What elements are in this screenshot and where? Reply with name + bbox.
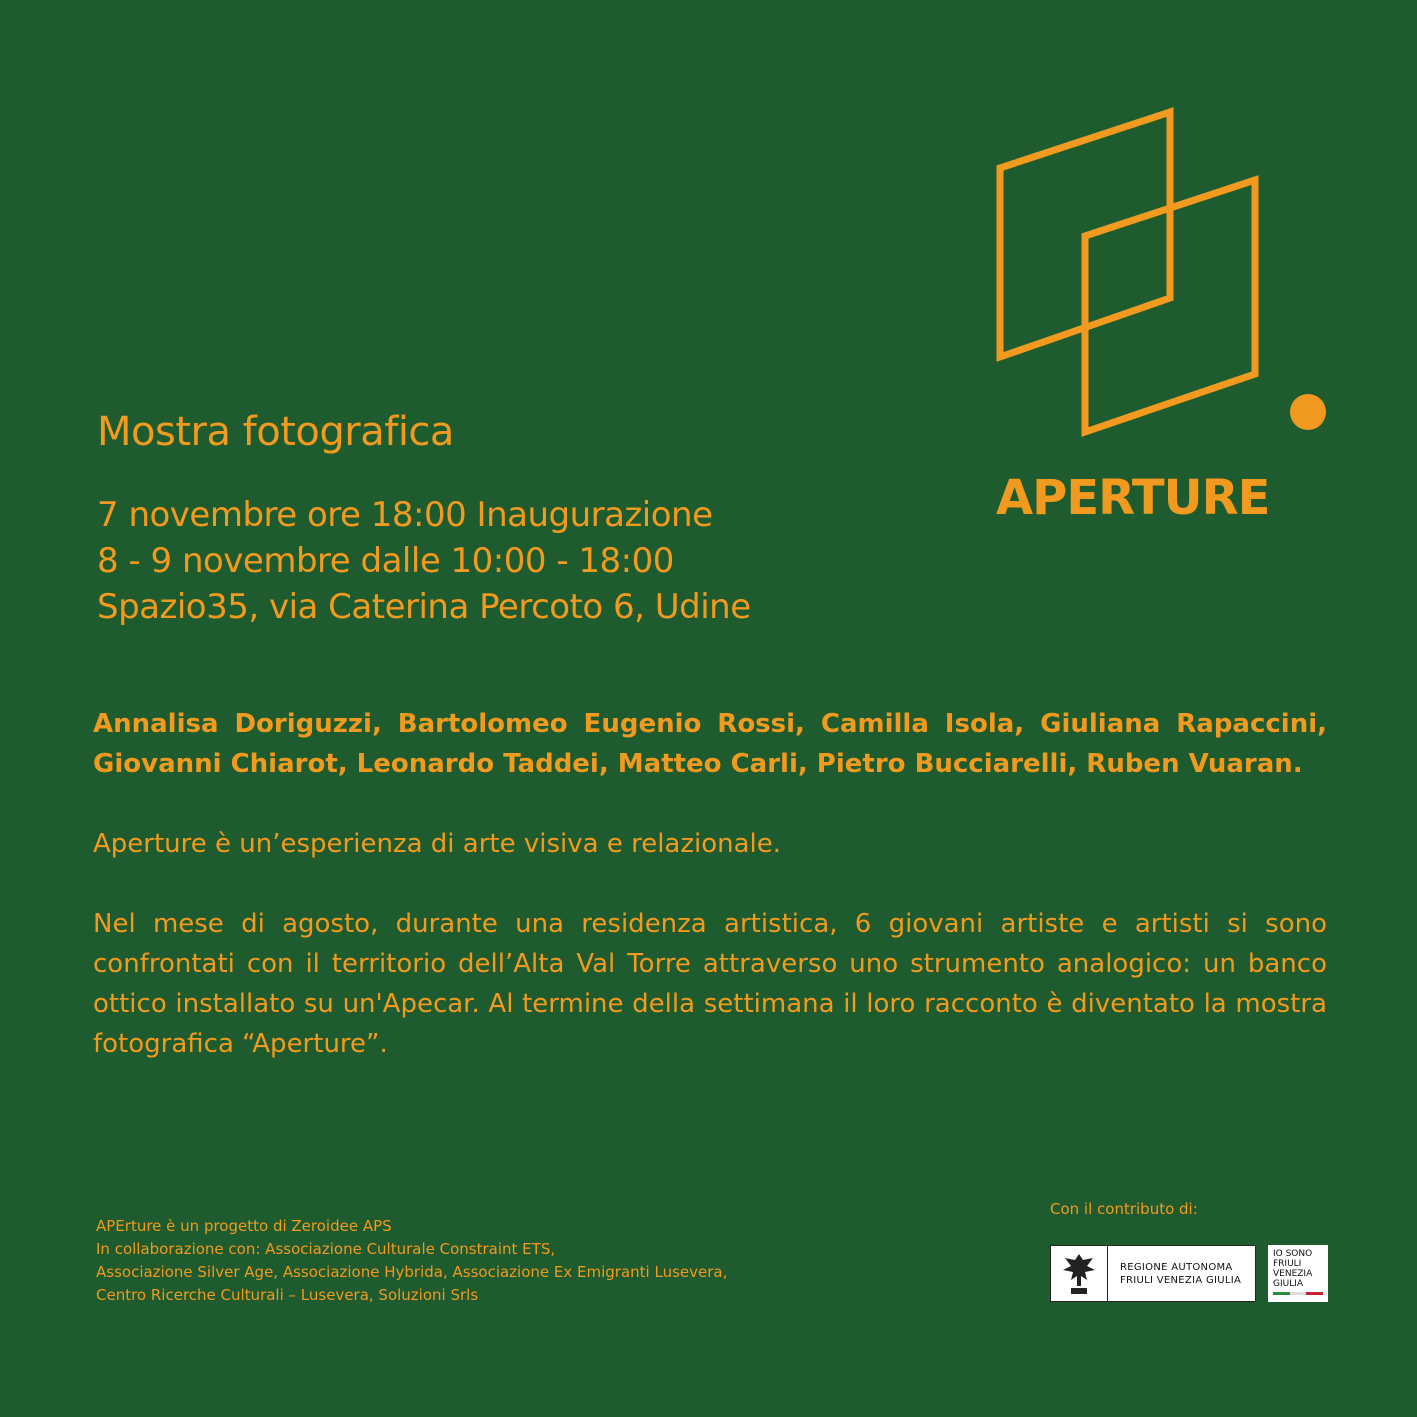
artists-list: Annalisa Doriguzzi, Bartolomeo Eugenio Rossi, Camilla Isola, Giuliana Rapaccini, Giovanni Chiarot, Leonardo Taddei, Matteo Carli, Pietro Bucciarelli, Ruben Vuaran. bbox=[93, 709, 1327, 779]
io-sono-line: IO SONO bbox=[1273, 1249, 1313, 1259]
eagle-emblem-icon bbox=[1051, 1246, 1108, 1301]
event-venue-line: Spazio35, via Caterina Percoto 6, Udine bbox=[97, 587, 751, 627]
event-info bbox=[97, 406, 967, 630]
aperture-squares-icon bbox=[990, 100, 1335, 445]
io-sono-line: GIULIA bbox=[1273, 1279, 1304, 1289]
event-title: Mostra fotografica bbox=[97, 409, 454, 455]
intro-paragraph: Aperture è un’esperienza di arte visiva e relazionale. bbox=[93, 829, 782, 859]
event-opening-line: 7 novembre ore 18:00 Inaugurazione bbox=[97, 495, 713, 535]
flag-white bbox=[1290, 1292, 1307, 1295]
credits-line: APErture è un progetto di Zeroidee APS bbox=[96, 1217, 392, 1235]
credits bbox=[96, 1215, 876, 1307]
region-logo-line2: FRIULI VENEZIA GIULIA bbox=[1120, 1274, 1242, 1286]
contribution-label: Con il contributo di: bbox=[1050, 1200, 1198, 1218]
io-sono-fvg-logo bbox=[1268, 1245, 1328, 1302]
event-dates-line: 8 - 9 novembre dalle 10:00 - 18:00 bbox=[97, 541, 674, 581]
flag-red bbox=[1306, 1292, 1323, 1295]
body-text bbox=[93, 704, 1327, 1064]
italian-flag-stripe bbox=[1273, 1292, 1323, 1295]
credits-line: Associazione Silver Age, Associazione Hybrida, Associazione Ex Emigranti Lusevera, bbox=[96, 1263, 728, 1281]
logo-dot bbox=[1290, 394, 1326, 430]
credits-line: Centro Ricerche Culturali – Lusevera, Soluzioni Srls bbox=[96, 1286, 479, 1304]
region-logo-line1: REGIONE AUTONOMA bbox=[1120, 1261, 1233, 1273]
credits-line: In collaborazione con: Associazione Culturale Constraint ETS, bbox=[96, 1240, 556, 1258]
description-paragraph: Nel mese di agosto, durante una residenza artistica, 6 giovani artiste e artisti si sono confrontati con il territorio dell’Alta Val Torre attraverso uno strumento analogico: un banco ottico installato su un'Apecar. Al termine della settimana il loro racconto è diventato la mostra fotografica “Aperture”. bbox=[93, 909, 1327, 1059]
region-logo bbox=[1050, 1245, 1256, 1302]
region-logo-text bbox=[1108, 1261, 1255, 1287]
io-sono-line: FRIULI bbox=[1273, 1259, 1302, 1269]
io-sono-line: VENEZIA bbox=[1273, 1269, 1313, 1279]
flag-green bbox=[1273, 1292, 1290, 1295]
logo-wordmark: APERTURE bbox=[996, 470, 1270, 526]
